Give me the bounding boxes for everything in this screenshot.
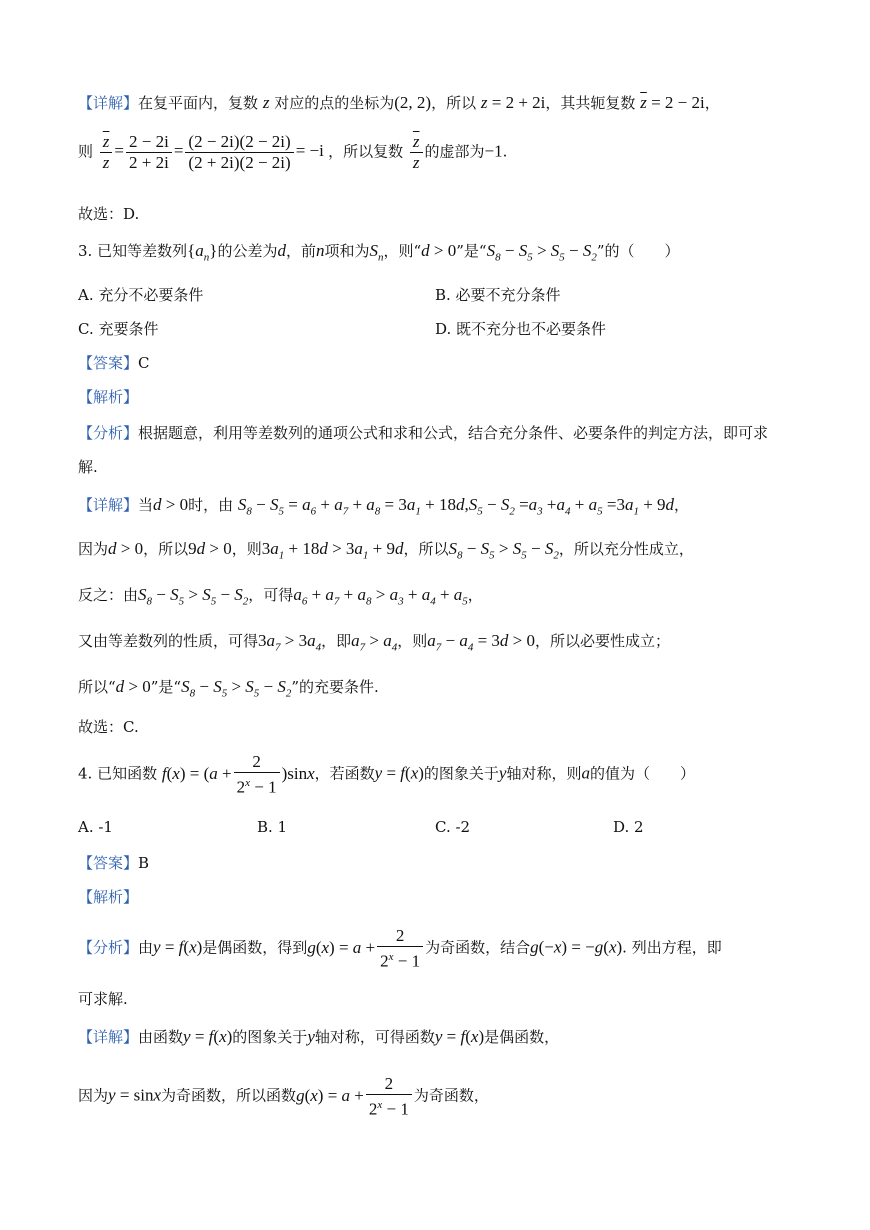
q3-overview-1: 【分析】根据题意，利用等差数列的通项公式和求和公式，结合充分条件、必要条件的判定方法，即可求 — [78, 424, 769, 442]
q4-option-c: C. -2 — [435, 818, 471, 836]
q3-option-d: D. 既不充分也不必要条件 — [435, 320, 607, 338]
q4-overview-1: 【分析】由y = f(x)是偶函数，得到g(x) = a + $\frac{2}{2^x - 1}$ 为奇函数，结合g(−x) = −g(x). 列出方程，即 — [78, 926, 722, 971]
detail-line-1: 【详解】在复平面内，复数 z 对应的点的坐标为(2, 2)，所以 z = 2 + 2i，其共轭复数 $\overline{z} = 2 - 2i$， — [78, 93, 720, 112]
q3-overview-2: 解. — [78, 458, 98, 476]
choose-line-3: 故选：C. — [78, 718, 139, 736]
q3-option-a: A. 充分不必要条件 — [78, 286, 204, 304]
q4-detail-1: 【详解】由函数y = f(x)的图象关于y轴对称，可得函数y = f(x)是偶函数， — [78, 1027, 560, 1046]
q4-option-d: D. 2 — [613, 818, 644, 836]
q4-option-a: A. -1 — [78, 818, 113, 836]
q3-option-b: B. 必要不充分条件 — [435, 286, 561, 304]
math-z: z — [262, 93, 270, 112]
math-point: (2, 2) — [394, 93, 432, 112]
q3-detail-3: 反之：由$S_8 - S_5 > S_5 - S_2$，可得$a_6 + a_7 + a_8 > a_3 + a_4 + a_5$， — [78, 585, 483, 608]
q4-analysis-tag: 【解析】 — [78, 888, 139, 906]
detail-line-2: 则 $\frac{\overline{z}}{z}$ = $\frac{2 - 2i}{2 + 2i}$ = $\frac{(2 - 2i)(2 - 2i)}{(2 + 2i)(2 - 2i)}$ = −i ，所以复数 $\frac{\overline{z}}{z}$ 的虚部为−1. — [78, 132, 508, 172]
q4-answer: 【答案】B — [78, 854, 150, 872]
math-fraction-chain: $\frac{\overline{z}}{z}$ = $\frac{2 - 2i}{2 + 2i}$ = $\frac{(2 - 2i)(2 - 2i)}{(2 + 2i)(2 - 2i)}$ = −i — [98, 141, 328, 160]
math-zbar-eq: $\overline{z} = 2 - 2i$ — [640, 93, 705, 112]
detail-tag: 【详解】 — [78, 94, 139, 112]
q4-detail-2: 因为y = sinx为奇函数，所以函数g(x) = a + $\frac{2}{2^x - 1}$ 为奇函数， — [78, 1074, 489, 1119]
q4-option-b: B. 1 — [257, 818, 288, 836]
q3-detail-1: 【详解】当d > 0时，由 $S_8 - S_5 = a_6 + a_7 + a_8 = 3a_1 + 18d,S_5 - S_2 =a_3 +a_4 + a_5 =3a_1 + 9d$， — [78, 495, 690, 518]
q3-analysis-tag: 【解析】 — [78, 388, 139, 406]
q3-detail-4: 又由等差数列的性质，可得$3a_7 > 3a_4$，即$a_7 > a_4$，则$a_7 - a_4 = 3d > 0$，所以必要性成立； — [78, 631, 671, 654]
q3-answer: 【答案】C — [78, 354, 150, 372]
q3-detail-2: 因为d > 0，所以9d > 0，则$3a_1 + 18d > 3a_1 + 9d$，所以$S_8 - S_5 > S_5 - S_2$，所以充分性成立， — [78, 539, 694, 562]
math-zbar-over-z: $\frac{\overline{z}}{z}$ — [408, 141, 425, 160]
q3-detail-5: 所以“d > 0”是“$S_8 - S_5 > S_5 - S_2$”的充要条件. — [78, 677, 379, 700]
q4-stem: 4. 已知函数 f(x) = (a + $\frac{2}{2^x - 1}$ )sinx，若函数y = f(x)的图象关于y轴对称，则a的值为（ ） — [78, 752, 695, 797]
q3-option-c: C. 充要条件 — [78, 320, 159, 338]
q4-overview-2: 可求解. — [78, 990, 128, 1008]
q3-stem: 3. 已知等差数列$\{a_n\}$的公差为d，前n项和为$S_n$，则“d > 0”是“$S_8 - S_5 > S_5 - S_2$”的（ ） — [78, 241, 680, 264]
choose-line-1: 故选：D. — [78, 205, 140, 223]
math-z-eq: z = 2 + 2i — [480, 93, 546, 112]
